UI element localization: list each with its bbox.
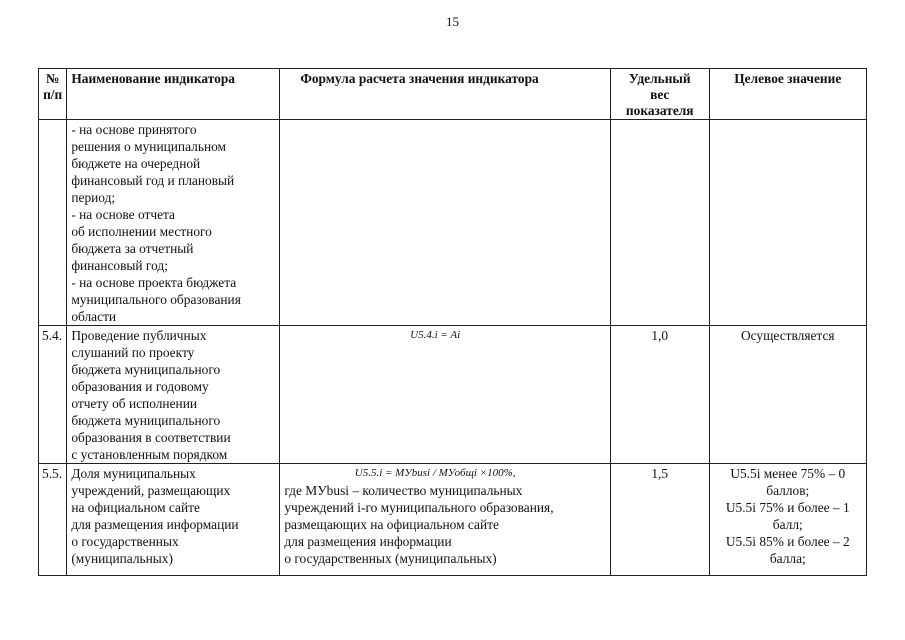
header-weight-line: Удельный bbox=[628, 71, 691, 86]
name-line: о государственных bbox=[71, 534, 179, 549]
header-num-line: № bbox=[45, 71, 60, 86]
target-line: U5.5i 75% и более – 1 bbox=[725, 500, 850, 515]
cell-weight bbox=[610, 120, 709, 326]
cell-num bbox=[39, 120, 67, 326]
header-weight-line: показателя bbox=[625, 103, 694, 118]
name-line: бюджета за отчетный bbox=[71, 241, 194, 256]
cell-formula bbox=[280, 326, 611, 464]
name-line: отчету об исполнении bbox=[71, 396, 198, 411]
cell-target bbox=[709, 464, 866, 576]
name-line: об исполнении местного bbox=[71, 224, 212, 239]
target-line: U5.5i менее 75% – 0 bbox=[730, 466, 846, 481]
header-num bbox=[39, 69, 67, 120]
formula-text: U5.5.i = МУbusi / МУобщi ×100%, bbox=[354, 467, 516, 479]
name-line: бюджета муниципального bbox=[71, 362, 221, 377]
table-row-5-4 bbox=[39, 326, 867, 464]
cell-weight: 1,0 bbox=[610, 326, 709, 464]
header-weight bbox=[610, 69, 709, 120]
formula-line: размещающих на официальном сайте bbox=[284, 517, 499, 532]
cell-name bbox=[67, 464, 280, 576]
target-line: балла; bbox=[769, 551, 806, 566]
cell-num: 5.4. bbox=[39, 326, 67, 464]
cell-name bbox=[67, 326, 280, 464]
name-line: с установленным порядком bbox=[71, 447, 228, 462]
target-line: U5.5i 85% и более – 2 bbox=[725, 534, 850, 549]
cell-formula bbox=[280, 464, 611, 576]
cell-num: 5.5. bbox=[39, 464, 67, 576]
header-target: Целевое значение bbox=[709, 69, 866, 120]
target-line: баллов; bbox=[766, 483, 810, 498]
cell-target bbox=[709, 120, 866, 326]
header-name: Наименование индикатора bbox=[67, 69, 280, 120]
table-row-5-5 bbox=[39, 464, 867, 576]
table-row-continuation bbox=[39, 120, 867, 326]
cell-name bbox=[67, 120, 280, 326]
name-line: финансовый год; bbox=[71, 258, 168, 273]
name-line: бюджете на очередной bbox=[71, 156, 201, 171]
formula-line: о государственных (муниципальных) bbox=[284, 551, 497, 566]
cell-target: Осуществляется bbox=[709, 326, 866, 464]
name-line: (муниципальных) bbox=[71, 551, 173, 566]
cell-weight: 1,5 bbox=[610, 464, 709, 576]
name-line: образования и годовому bbox=[71, 379, 209, 394]
name-line: финансовый год и плановый bbox=[71, 173, 235, 188]
name-line: - на основе проекта бюджета bbox=[71, 275, 237, 290]
name-line: период; bbox=[71, 190, 116, 205]
target-line: балл; bbox=[772, 517, 803, 532]
header-weight-line: вес bbox=[650, 87, 670, 102]
indicator-table bbox=[38, 68, 867, 576]
name-line: для размещения информации bbox=[71, 517, 239, 532]
name-line: образования в соответствии bbox=[71, 430, 231, 445]
formula-line: где МУbusi – количество муниципальных bbox=[284, 483, 523, 498]
name-line: бюджета муниципального bbox=[71, 413, 221, 428]
name-line: решения о муниципальном bbox=[71, 139, 227, 154]
name-line: области bbox=[71, 309, 117, 324]
name-line: - на основе принятого bbox=[71, 122, 197, 137]
header-formula: Формула расчета значения индикатора bbox=[280, 69, 611, 120]
name-line: на официальном сайте bbox=[71, 500, 200, 515]
name-line: Доля муниципальных bbox=[71, 466, 196, 481]
name-line: учреждений, размещающих bbox=[71, 483, 231, 498]
page-number: 15 bbox=[446, 14, 459, 29]
name-line: муниципального образования bbox=[71, 292, 241, 307]
table-header-row bbox=[39, 69, 867, 120]
name-line: Проведение публичных bbox=[71, 328, 207, 343]
formula-line: учреждений i-го муниципального образования, bbox=[284, 500, 554, 515]
formula-line: для размещения информации bbox=[284, 534, 452, 549]
name-line: - на основе отчета bbox=[71, 207, 175, 222]
formula-text: U5.4.i = Ai bbox=[410, 329, 461, 341]
name-line: слушаний по проекту bbox=[71, 345, 195, 360]
cell-formula bbox=[280, 120, 611, 326]
header-num-line: п/п bbox=[43, 87, 63, 102]
